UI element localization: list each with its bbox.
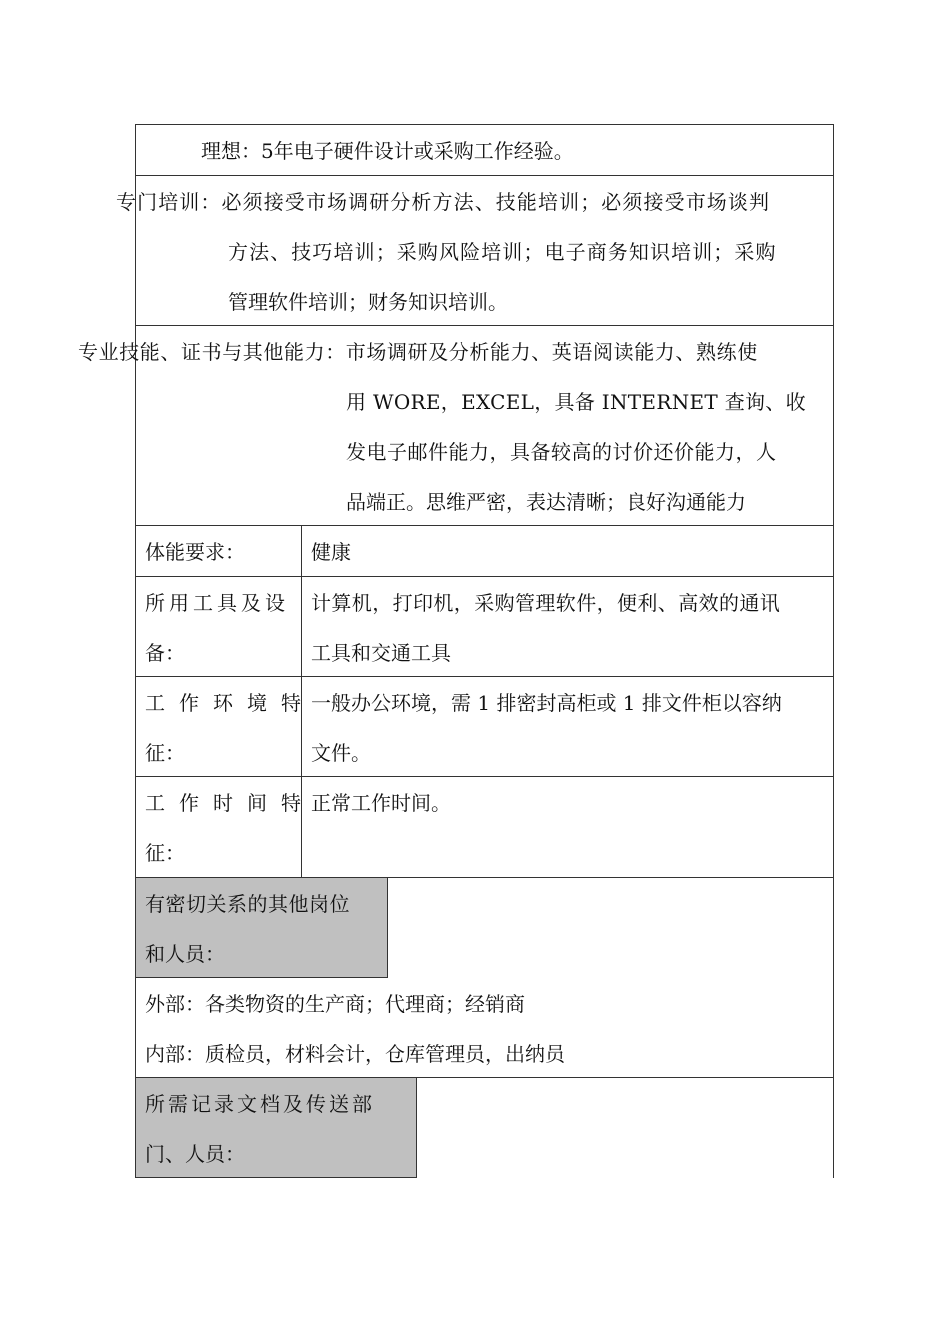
fitness-value: 健康	[311, 540, 351, 564]
experience-text: 理想：5年电子硬件设计或采购工作经验。	[201, 139, 574, 163]
divider-after-tools	[135, 676, 834, 677]
skills-line-1: 专业技能、证书与其他能力：市场调研及分析能力、英语阅读能力、熟练使	[78, 340, 758, 364]
tools-label-line-1: 所用工具及设	[145, 591, 289, 615]
environment-value-line-1: 一般办公环境，需 1 排密封高柜或 1 排文件柜以容纳	[311, 691, 782, 715]
contacts-external: 外部：各类物资的生产商；代理商；经销商	[145, 992, 525, 1016]
contacts-internal: 内部：质检员，材料会计，仓库管理员，出纳员	[145, 1042, 565, 1066]
divider-after-environment	[135, 776, 834, 777]
training-line-3: 管理软件培训；财务知识培训。	[228, 290, 508, 314]
worktime-label-line-2: 征：	[145, 841, 185, 865]
training-line-1: 专门培训：必须接受市场调研分析方法、技能培训；必须接受市场谈判	[116, 190, 771, 214]
fitness-label: 体能要求：	[145, 540, 245, 564]
table-left-border	[135, 124, 136, 1178]
tools-value-line-1: 计算机，打印机，采购管理软件，便利、高效的通讯	[311, 591, 781, 615]
environment-label-line-2: 征：	[145, 741, 185, 765]
skills-line-2: 用 WORE，EXCEL，具备 INTERNET 查询、收	[346, 390, 806, 414]
tools-label-line-2: 备：	[145, 641, 185, 665]
skills-line-4: 品端正。思维严密，表达清晰；良好沟通能力	[346, 490, 746, 514]
environment-value-line-2: 文件。	[311, 741, 371, 765]
contacts-label-line-1: 有密切关系的其他岗位	[145, 892, 350, 916]
environment-label-line-1: 工作环境特	[145, 691, 315, 715]
table-top-border	[135, 124, 834, 125]
tools-value-line-2: 工具和交通工具	[311, 641, 451, 665]
records-label-line-1: 所需记录文档及传送部	[145, 1092, 375, 1116]
records-label-line-2: 门、人员：	[145, 1142, 245, 1166]
table-right-border	[833, 124, 834, 1178]
worktime-label-line-1: 工作时间特	[145, 791, 315, 815]
worktime-value: 正常工作时间。	[311, 791, 451, 815]
contacts-label-line-2: 和人员：	[145, 942, 225, 966]
training-line-2: 方法、技巧培训；采购风险培训；电子商务知识培训；采购	[228, 240, 777, 264]
skills-line-3: 发电子邮件能力，具备较高的讨价还价能力，人	[346, 440, 777, 464]
